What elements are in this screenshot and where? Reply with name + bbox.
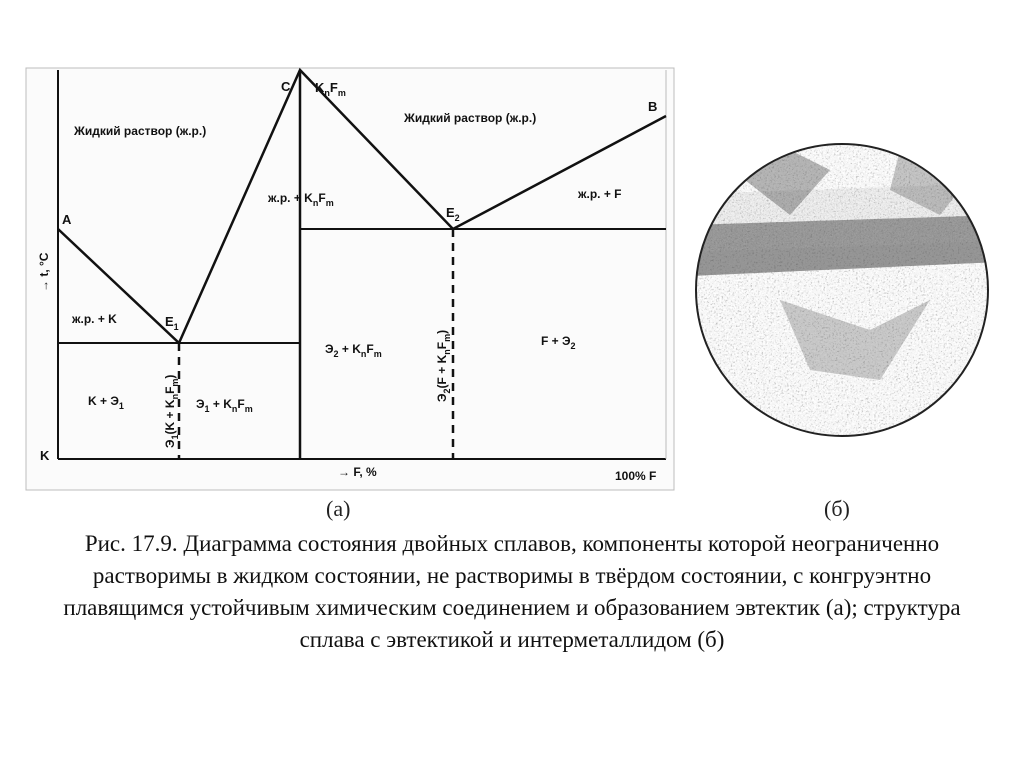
point-e1: $E_1$ (165, 314, 179, 332)
micrograph-texture (690, 140, 1000, 440)
subcaption-a: (а) (326, 496, 351, 521)
region-e2-compound: $Э_2 + K_nF_m$ (325, 342, 382, 359)
x-axis-end-label: 100% F (615, 469, 657, 483)
region-liquid-right: Жидкий раствор (ж.р.) (404, 111, 537, 125)
vertical-label-e2: $Э_2(F + K_nF_m)$ (435, 329, 452, 402)
micrograph-band-texture (690, 183, 1000, 252)
micrograph (690, 140, 1000, 440)
region-liquid-k: ж.р. + K (72, 312, 117, 326)
point-k: K (40, 448, 50, 463)
y-axis-label: → t, °C (37, 252, 51, 292)
region-e1-compound: $Э_1 + K_nF_m$ (196, 397, 253, 414)
compound-label: $K_nF_m$ (315, 80, 346, 98)
region-k-e1: $K + Э_1$ (88, 394, 124, 411)
subcaption-b: (б) (824, 496, 850, 521)
region-liquid-left: Жидкий раствор (ж.р.) (74, 124, 207, 138)
region-liquid-compound: ж.р. + $K_nF_m$ (268, 191, 334, 208)
x-axis-label: → F, % (338, 465, 377, 479)
region-f-e2: $F + Э_2$ (541, 334, 576, 351)
point-c: C (281, 79, 291, 94)
figure-caption: Рис. 17.9. Диаграмма состояния двойных сплавов, компоненты которой неограниченно растворимы в жидком состоянии, не растворимы в твёрдом состоянии, с конгруэнтно плавящимся устойчивым химическим соединением и образованием эвтектик (а); структура сплава с эвтектикой и интерметаллидом (б) (63, 531, 961, 652)
point-e2: $E_2$ (446, 205, 460, 223)
region-liquid-f: ж.р. + F (578, 187, 622, 201)
point-a: A (62, 212, 72, 227)
vertical-label-e1: $Э_1(K + K_nF_m)$ (163, 374, 180, 448)
point-b: B (648, 99, 658, 114)
